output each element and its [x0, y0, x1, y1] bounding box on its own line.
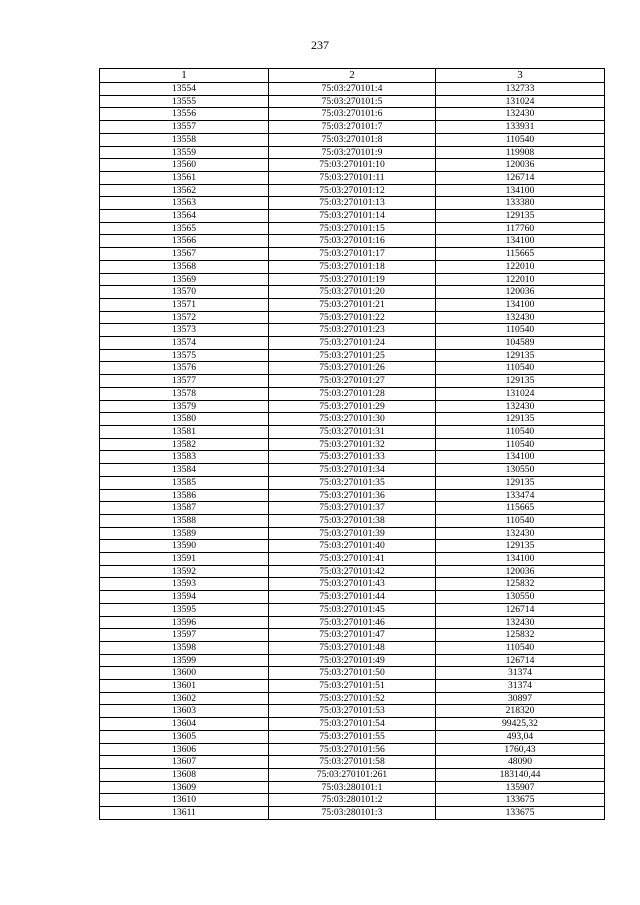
table-row: [100, 362, 605, 375]
row-number-cell: 13604: [100, 718, 269, 731]
table-row: [100, 337, 605, 350]
cadastral-number-cell: 75:03:270101:6: [269, 108, 436, 121]
value-cell: 493,04: [436, 730, 605, 743]
table-row: [100, 425, 605, 438]
table-row: [100, 641, 605, 654]
row-number-cell: 13605: [100, 730, 269, 743]
value-cell: 48090: [436, 756, 605, 769]
row-number-cell: 13587: [100, 502, 269, 515]
table-row: [100, 514, 605, 527]
table-row: [100, 680, 605, 693]
row-number-cell: 13611: [100, 807, 269, 820]
value-cell: 133675: [436, 807, 605, 820]
row-number-cell: 13558: [100, 133, 269, 146]
table-row: [100, 730, 605, 743]
cadastral-number-cell: 75:03:270101:17: [269, 248, 436, 261]
cadastral-number-cell: 75:03:270101:51: [269, 680, 436, 693]
cadastral-number-cell: 75:03:270101:37: [269, 502, 436, 515]
cadastral-number-cell: 75:03:270101:43: [269, 578, 436, 591]
value-cell: 31374: [436, 667, 605, 680]
table-row: [100, 375, 605, 388]
value-cell: 129135: [436, 349, 605, 362]
table-row: [100, 260, 605, 273]
table-row: [100, 108, 605, 121]
value-cell: 110540: [436, 425, 605, 438]
table-row: [100, 400, 605, 413]
table-row: [100, 654, 605, 667]
table-row: [100, 768, 605, 781]
cadastral-number-cell: 75:03:270101:5: [269, 95, 436, 108]
row-number-cell: 13599: [100, 654, 269, 667]
table-row: [100, 273, 605, 286]
cadastral-number-cell: 75:03:270101:56: [269, 743, 436, 756]
cadastral-number-cell: 75:03:270101:49: [269, 654, 436, 667]
cadastral-number-cell: 75:03:270101:33: [269, 451, 436, 464]
table-row: [100, 743, 605, 756]
row-number-cell: 13561: [100, 171, 269, 184]
table-header-row: [100, 69, 605, 83]
row-number-cell: 13578: [100, 387, 269, 400]
row-number-cell: 13608: [100, 768, 269, 781]
table-row: [100, 629, 605, 642]
table-row: [100, 235, 605, 248]
value-cell: 122010: [436, 273, 605, 286]
row-number-cell: 13584: [100, 464, 269, 477]
value-cell: 110540: [436, 514, 605, 527]
row-number-cell: 13610: [100, 794, 269, 807]
value-cell: 125832: [436, 578, 605, 591]
row-number-cell: 13590: [100, 540, 269, 553]
cadastral-number-cell: 75:03:270101:14: [269, 210, 436, 223]
value-cell: 119908: [436, 146, 605, 159]
value-cell: 115665: [436, 502, 605, 515]
row-number-cell: 13580: [100, 413, 269, 426]
row-number-cell: 13609: [100, 781, 269, 794]
table-row: [100, 781, 605, 794]
cadastral-number-cell: 75:03:270101:26: [269, 362, 436, 375]
cadastral-number-cell: 75:03:270101:40: [269, 540, 436, 553]
table-row: [100, 489, 605, 502]
cadastral-number-cell: 75:03:270101:7: [269, 121, 436, 134]
row-number-cell: 13572: [100, 311, 269, 324]
cadastral-number-cell: 75:03:270101:52: [269, 692, 436, 705]
row-number-cell: 13594: [100, 591, 269, 604]
value-cell: 218320: [436, 705, 605, 718]
cadastral-number-cell: 75:03:280101:3: [269, 807, 436, 820]
cadastral-number-cell: 75:03:280101:1: [269, 781, 436, 794]
table-row: [100, 603, 605, 616]
table-row: [100, 298, 605, 311]
table-row: [100, 438, 605, 451]
cadastral-number-cell: 75:03:270101:50: [269, 667, 436, 680]
cadastral-number-cell: 75:03:270101:22: [269, 311, 436, 324]
value-cell: 117760: [436, 222, 605, 235]
cadastral-number-cell: 75:03:270101:55: [269, 730, 436, 743]
table-row: [100, 667, 605, 680]
cadastral-number-cell: 75:03:270101:28: [269, 387, 436, 400]
cadastral-number-cell: 75:03:270101:8: [269, 133, 436, 146]
table-row: [100, 718, 605, 731]
cadastral-number-cell: 75:03:270101:10: [269, 159, 436, 172]
value-cell: 126714: [436, 654, 605, 667]
row-number-cell: 13600: [100, 667, 269, 680]
cadastral-number-cell: 75:03:270101:44: [269, 591, 436, 604]
cadastral-number-cell: 75:03:270101:38: [269, 514, 436, 527]
cadastral-number-cell: 75:03:270101:36: [269, 489, 436, 502]
table-row: [100, 705, 605, 718]
cadastral-number-cell: 75:03:270101:29: [269, 400, 436, 413]
table-header: [100, 69, 605, 83]
row-number-cell: 13589: [100, 527, 269, 540]
value-cell: 133675: [436, 794, 605, 807]
table-row: [100, 184, 605, 197]
table-row: [100, 756, 605, 769]
table-row: [100, 324, 605, 337]
cadastral-number-cell: 75:03:270101:4: [269, 83, 436, 96]
table-row: [100, 171, 605, 184]
row-number-cell: 13560: [100, 159, 269, 172]
row-number-cell: 13557: [100, 121, 269, 134]
row-number-cell: 13555: [100, 95, 269, 108]
row-number-cell: 13596: [100, 616, 269, 629]
row-number-cell: 13562: [100, 184, 269, 197]
table-row: [100, 616, 605, 629]
row-number-cell: 13601: [100, 680, 269, 693]
value-cell: 110540: [436, 324, 605, 337]
value-cell: 31374: [436, 680, 605, 693]
table-row: [100, 578, 605, 591]
table-row: [100, 387, 605, 400]
value-cell: 132430: [436, 400, 605, 413]
table-row: [100, 146, 605, 159]
value-cell: 120036: [436, 565, 605, 578]
table-row: [100, 553, 605, 566]
row-number-cell: 13581: [100, 425, 269, 438]
table-row: [100, 527, 605, 540]
row-number-cell: 13598: [100, 641, 269, 654]
table-row: [100, 502, 605, 515]
row-number-cell: 13571: [100, 298, 269, 311]
value-cell: 126714: [436, 603, 605, 616]
row-number-cell: 13579: [100, 400, 269, 413]
table-row: [100, 476, 605, 489]
value-cell: 126714: [436, 171, 605, 184]
cadastral-number-cell: 75:03:270101:20: [269, 286, 436, 299]
table-row: [100, 121, 605, 134]
value-cell: 115665: [436, 248, 605, 261]
value-cell: 110540: [436, 362, 605, 375]
value-cell: 1760,43: [436, 743, 605, 756]
value-cell: 131024: [436, 95, 605, 108]
value-cell: 134100: [436, 298, 605, 311]
value-cell: 129135: [436, 413, 605, 426]
cadastral-number-cell: 75:03:270101:39: [269, 527, 436, 540]
value-cell: 129135: [436, 476, 605, 489]
value-cell: 132430: [436, 616, 605, 629]
value-cell: 133474: [436, 489, 605, 502]
column-header-1: 1: [100, 69, 269, 83]
data-table: [99, 68, 605, 820]
column-header-3: 3: [436, 69, 605, 83]
cadastral-number-cell: 75:03:270101:48: [269, 641, 436, 654]
row-number-cell: 13574: [100, 337, 269, 350]
cadastral-number-cell: 75:03:270101:11: [269, 171, 436, 184]
value-cell: 135907: [436, 781, 605, 794]
cadastral-number-cell: 75:03:270101:30: [269, 413, 436, 426]
table-row: [100, 540, 605, 553]
row-number-cell: 13607: [100, 756, 269, 769]
row-number-cell: 13603: [100, 705, 269, 718]
value-cell: 110540: [436, 438, 605, 451]
cadastral-number-cell: 75:03:280101:2: [269, 794, 436, 807]
value-cell: 134100: [436, 235, 605, 248]
value-cell: 132430: [436, 311, 605, 324]
cadastral-number-cell: 75:03:270101:261: [269, 768, 436, 781]
value-cell: 120036: [436, 159, 605, 172]
row-number-cell: 13566: [100, 235, 269, 248]
value-cell: 129135: [436, 540, 605, 553]
value-cell: 130550: [436, 591, 605, 604]
value-cell: 122010: [436, 260, 605, 273]
cadastral-number-cell: 75:03:270101:58: [269, 756, 436, 769]
row-number-cell: 13569: [100, 273, 269, 286]
cadastral-number-cell: 75:03:270101:27: [269, 375, 436, 388]
table-row: [100, 95, 605, 108]
table-row: [100, 133, 605, 146]
cadastral-number-cell: 75:03:270101:23: [269, 324, 436, 337]
table-row: [100, 565, 605, 578]
row-number-cell: 13563: [100, 197, 269, 210]
cadastral-number-cell: 75:03:270101:13: [269, 197, 436, 210]
cadastral-number-cell: 75:03:270101:21: [269, 298, 436, 311]
row-number-cell: 13565: [100, 222, 269, 235]
value-cell: 110540: [436, 133, 605, 146]
row-number-cell: 13586: [100, 489, 269, 502]
value-cell: 99425,32: [436, 718, 605, 731]
row-number-cell: 13573: [100, 324, 269, 337]
row-number-cell: 13591: [100, 553, 269, 566]
value-cell: 125832: [436, 629, 605, 642]
row-number-cell: 13567: [100, 248, 269, 261]
page-number: 237: [311, 38, 329, 52]
value-cell: 132430: [436, 108, 605, 121]
column-header-2: 2: [269, 69, 436, 83]
table-row: [100, 248, 605, 261]
cadastral-number-cell: 75:03:270101:15: [269, 222, 436, 235]
table-row: [100, 349, 605, 362]
cadastral-number-cell: 75:03:270101:9: [269, 146, 436, 159]
value-cell: 134100: [436, 184, 605, 197]
cadastral-number-cell: 75:03:270101:41: [269, 553, 436, 566]
row-number-cell: 13602: [100, 692, 269, 705]
value-cell: 110540: [436, 641, 605, 654]
row-number-cell: 13554: [100, 83, 269, 96]
value-cell: 131024: [436, 387, 605, 400]
row-number-cell: 13570: [100, 286, 269, 299]
cadastral-number-cell: 75:03:270101:54: [269, 718, 436, 731]
cadastral-number-cell: 75:03:270101:53: [269, 705, 436, 718]
table-row: [100, 692, 605, 705]
row-number-cell: 13577: [100, 375, 269, 388]
value-cell: 134100: [436, 553, 605, 566]
row-number-cell: 13597: [100, 629, 269, 642]
value-cell: 133931: [436, 121, 605, 134]
value-cell: 134100: [436, 451, 605, 464]
cadastral-number-cell: 75:03:270101:42: [269, 565, 436, 578]
value-cell: 132430: [436, 527, 605, 540]
table-row: [100, 464, 605, 477]
table-row: [100, 451, 605, 464]
row-number-cell: 13559: [100, 146, 269, 159]
value-cell: 104589: [436, 337, 605, 350]
cadastral-number-cell: 75:03:270101:46: [269, 616, 436, 629]
cadastral-number-cell: 75:03:270101:47: [269, 629, 436, 642]
row-number-cell: 13583: [100, 451, 269, 464]
value-cell: 132733: [436, 83, 605, 96]
cadastral-number-cell: 75:03:270101:16: [269, 235, 436, 248]
table-row: [100, 794, 605, 807]
cadastral-number-cell: 75:03:270101:32: [269, 438, 436, 451]
table-row: [100, 210, 605, 223]
table-row: [100, 413, 605, 426]
value-cell: 30897: [436, 692, 605, 705]
cadastral-number-cell: 75:03:270101:35: [269, 476, 436, 489]
cadastral-number-cell: 75:03:270101:45: [269, 603, 436, 616]
cadastral-number-cell: 75:03:270101:25: [269, 349, 436, 362]
cadastral-number-cell: 75:03:270101:18: [269, 260, 436, 273]
row-number-cell: 13556: [100, 108, 269, 121]
table-row: [100, 286, 605, 299]
row-number-cell: 13588: [100, 514, 269, 527]
cadastral-number-cell: 75:03:270101:19: [269, 273, 436, 286]
table-row: [100, 311, 605, 324]
table-row: [100, 807, 605, 820]
row-number-cell: 13595: [100, 603, 269, 616]
cadastral-number-cell: 75:03:270101:24: [269, 337, 436, 350]
row-number-cell: 13564: [100, 210, 269, 223]
value-cell: 133380: [436, 197, 605, 210]
row-number-cell: 13575: [100, 349, 269, 362]
table-row: [100, 591, 605, 604]
row-number-cell: 13606: [100, 743, 269, 756]
table-row: [100, 222, 605, 235]
table-row: [100, 159, 605, 172]
value-cell: 130550: [436, 464, 605, 477]
value-cell: 129135: [436, 210, 605, 223]
cadastral-number-cell: 75:03:270101:31: [269, 425, 436, 438]
row-number-cell: 13568: [100, 260, 269, 273]
value-cell: 120036: [436, 286, 605, 299]
cadastral-number-cell: 75:03:270101:34: [269, 464, 436, 477]
row-number-cell: 13592: [100, 565, 269, 578]
row-number-cell: 13593: [100, 578, 269, 591]
row-number-cell: 13585: [100, 476, 269, 489]
row-number-cell: 13576: [100, 362, 269, 375]
table-body: [100, 83, 605, 820]
table-row: [100, 83, 605, 96]
row-number-cell: 13582: [100, 438, 269, 451]
cadastral-number-cell: 75:03:270101:12: [269, 184, 436, 197]
table-row: [100, 197, 605, 210]
value-cell: 129135: [436, 375, 605, 388]
value-cell: 183140,44: [436, 768, 605, 781]
